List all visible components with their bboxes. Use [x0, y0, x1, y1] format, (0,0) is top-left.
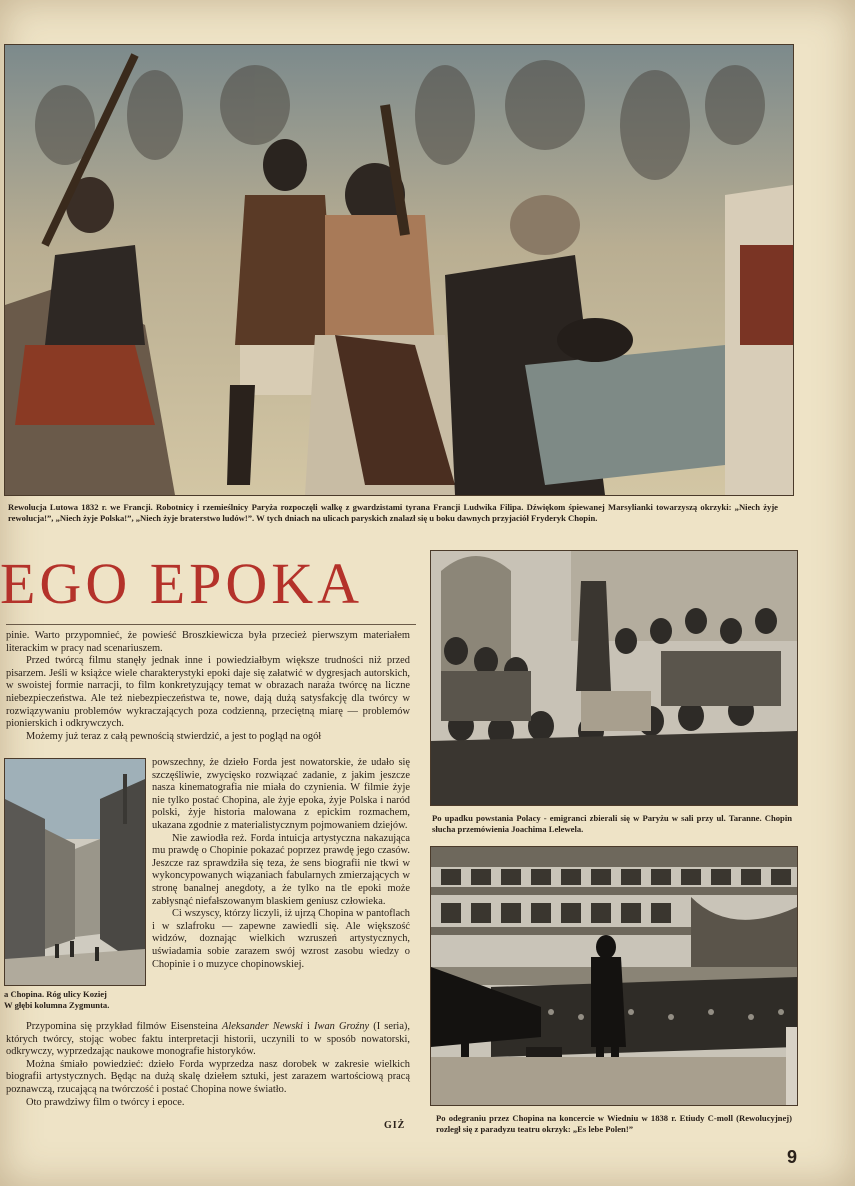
article-body-bottom — [6, 1021, 410, 1109]
caption-street-line1: a Chopina. Róg ulicy Koziej — [4, 989, 107, 999]
article-paragraph: pinie. Warto przypomnieć, że powieść Broszkiewicza była przecież pierwszym materiałem literackim w pracy nad scenariuszem. — [6, 630, 410, 654]
photo-street — [4, 758, 146, 986]
photo-revolution-fight — [4, 44, 794, 496]
film-title: Iwan Groźny — [314, 1021, 370, 1032]
page-number: 9 — [786, 1147, 797, 1167]
article-paragraph: Przed twórcą filmu stanęły jednak inne i powiedziałbym większe trudności niż przed pisarzem. Jeśli w książce wiele charakterystyki epoki daje się załatwić w dygresjach autorskich, w swoistej formie narracji, to film konkretyzujący temat w obrazach naraża twórcę na liczne niebezpieczeństwa. Ale też niebezpieczeństwa te, nowe, dają dużą satysfakcję dla twórcy w rozwiązywaniu problemów wykraczających poza codzienną, przeciętną miarę — problemów pionierskich i odkrywczych. — [6, 655, 410, 730]
article-text: i — [302, 1021, 315, 1032]
film-title: Aleksander Newski — [222, 1021, 303, 1032]
photo-emigrants-hall — [430, 550, 798, 806]
article-paragraph — [6, 1021, 410, 1059]
caption-street-line2: W głębi kolumna Zygmunta. — [4, 999, 110, 1010]
article-paragraph: Możemy już teraz z całą pewnością stwierdzić, a jest to pogląd na ogół — [26, 730, 322, 742]
caption-top: Rewolucja Lutowa 1832 r. we Francji. Robotnicy i rzemieślnicy Paryża rozpoczęli walkę z gwardzistami tyrana Francji Ludwika Filipa. Dźwiękom śpiewanej Marsylianki towarzyszą okrzyki: „Niech żyje rewolucja!”, „Niech żyje Polska!”, „Niech żyje braterstwo ludów!”. W tych dniach na ulicach paryskich znalazł się u boku dawnych przyjaciół Fryderyk Chopin. — [8, 502, 778, 523]
headline: EGO EPOKA — [0, 551, 364, 616]
photo-vienna-concert — [430, 846, 798, 1106]
article-body — [6, 630, 410, 743]
headline-rule — [6, 624, 416, 625]
article-paragraph: Nie zawiodła reż. Forda intuicja artystyczna nakazująca mu prawdę o Chopinie pokazać poprzez prawdę jego czasów. Jeszcze raz sprawdziła się teza, że sens biografii nie tkwi w wykoncypowanych wiązaniach fabularnych zmierzających w stronę banalnej anegdoty, a że tylko na tle epoki może zabłysnąć niefałszowanym blaskiem geniusz człowieka. — [152, 832, 410, 907]
article-text: (I seria), których twórcy, stojąc wobec faktu interpretacji historii, uczynili to w sposób nowatorski, odkrywczy, wyprzedzając naukowe monografie historyków. — [6, 1021, 410, 1058]
caption-vienna: Po odegraniu przez Chopina na koncercie w Wiedniu w 1838 r. Etiudy C-moll (Rewolucyjnej) rozległ się z paradyzu teatru okrzyk: „Es lebe Polen!” — [436, 1113, 792, 1134]
article-text: Przypomina się przykład filmów Eisensteina — [26, 1021, 223, 1032]
article-paragraph: Oto prawdziwy film o twórcy i epoce. — [26, 1096, 185, 1108]
caption-emigrants: Po upadku powstania Polacy - emigranci zbierali się w Paryżu w sali przy ul. Taranne. Chopin słucha przemówienia Joachima Lelewela. — [432, 813, 792, 834]
article-paragraph: Ci wszyscy, którzy liczyli, iż ujrzą Chopina w pantoflach i w szlafroku — zapewne zawiedli się. Ale większość widzów, doznając wielkich wzruszeń artystycznych, uświadamia sobie zarazem swój wzrost zasobu wiedzy o Chopinie i o muzyce chopinowskiej. — [152, 908, 410, 970]
byline: GIŻ — [384, 1120, 406, 1131]
article-paragraph: powszechny, że dzieło Forda jest nowatorskie, że udało się szczęśliwie, zwycięsko rozwiązać zadanie, z jakim jeszcze nasza kinematografia nie miała do czynienia. W filmie żyje nie tylko postać Chopina, ale żyje epoka, żyje Polska i naród polski, żyje historia malowana z epickim rozmachem, ukazana zgodnie z materialistycznym pojmowaniem dziejów. — [152, 757, 410, 831]
article-body-narrow — [152, 757, 410, 971]
caption-street — [4, 989, 148, 1010]
article-paragraph: Można śmiało powiedzieć: dzieło Forda wyprzedza nasz dorobek w zakresie wielkich biografii artystycznych. Będąc na dużą skalę dziełem sztuki, jest zarazem wartościową pracą poznawczą, rzucającą na twórczość i postać Chopina nowe światło. — [6, 1058, 410, 1095]
